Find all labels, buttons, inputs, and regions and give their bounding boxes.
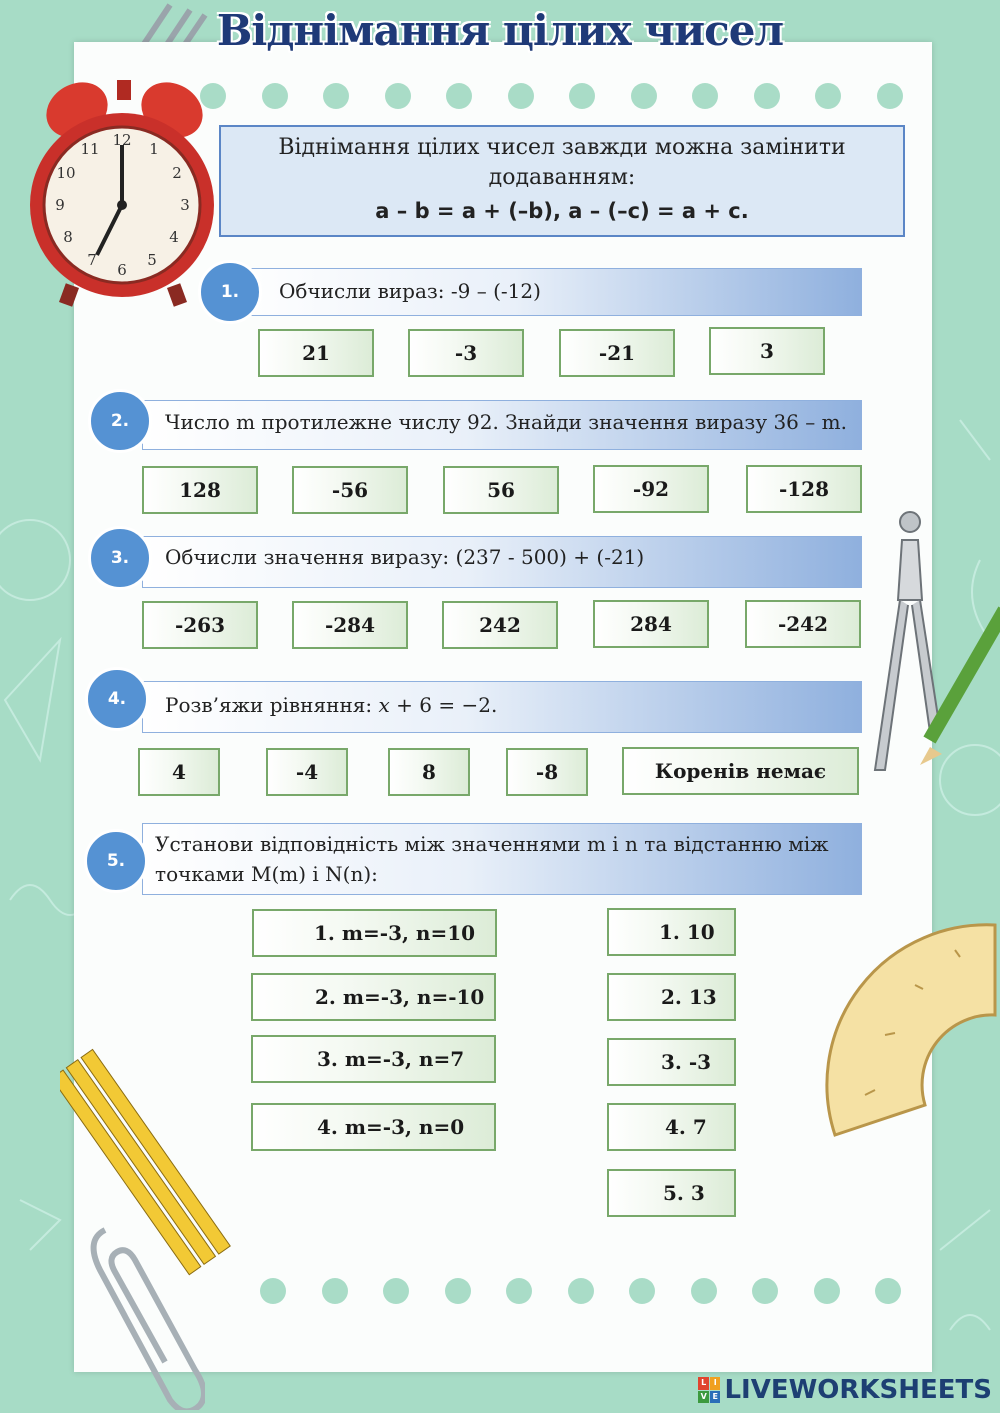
binder-hole [506,1278,532,1304]
svg-text:7: 7 [87,251,97,269]
binder-hole [445,1278,471,1304]
q5-left-item[interactable]: 2. m=-3, n=-10 [251,973,496,1021]
q3-answer-option[interactable]: 242 [442,601,558,649]
binder-hole [629,1278,655,1304]
q5-right-item[interactable]: 4. 7 [607,1103,736,1151]
q2-answer-option[interactable]: -128 [746,465,862,513]
question-2-number: 2. [88,389,152,453]
liveworksheets-logo-mark [698,1377,720,1403]
q5-left-item[interactable]: 4. m=-3, n=0 [251,1103,496,1151]
svg-text:4: 4 [169,228,179,246]
q1-answer-option[interactable]: 21 [258,329,374,377]
question-4-text: Розв’яжи рівняння: 𝑥 + 6 = −2. [165,693,498,717]
svg-text:6: 6 [117,261,127,279]
question-3-text: Обчисли значення виразу: (237 - 500) + (-21) [165,545,645,569]
q2-answer-option[interactable]: -92 [593,465,709,513]
logo-letter: V [698,1391,709,1404]
binder-hole [568,1278,594,1304]
binder-hole [631,83,657,109]
rule-text-line2: додаванням: [488,165,636,190]
q5-right-item[interactable]: 5. 3 [607,1169,736,1217]
binder-hole [752,1278,778,1304]
svg-text:12: 12 [112,131,132,149]
svg-text:9: 9 [55,196,65,214]
binder-hole [754,83,780,109]
binder-hole [323,83,349,109]
protractor-icon [795,905,1000,1145]
logo-letter: L [698,1377,709,1390]
svg-text:2: 2 [172,164,182,182]
binder-hole [877,83,903,109]
svg-text:8: 8 [63,228,73,246]
logo-letter: I [710,1377,721,1390]
binder-hole [815,83,841,109]
svg-text:11: 11 [80,140,100,158]
q4-answer-option[interactable]: 8 [388,748,470,796]
q4-answer-option[interactable]: -8 [506,748,588,796]
question-1-text: Обчисли вираз: -9 – (-12) [279,279,541,303]
rule-text-line1: Віднімання цілих чисел завжди можна замінити [278,135,846,160]
rule-formula: a – b = a + (–b), a – (–c) = a + c. [375,199,749,223]
question-3-number: 3. [88,526,152,590]
q3-answer-option[interactable]: -263 [142,601,258,649]
q5-right-item[interactable]: 3. -3 [607,1038,736,1086]
binder-hole [322,1278,348,1304]
liveworksheets-logo [698,1375,992,1405]
binder-hole [508,83,534,109]
compass-icon [860,500,1000,790]
question-5-text-line1: Установи відповідність між значеннями m і n та відстанню між [155,832,829,856]
question-4-bar [142,681,862,733]
question-5-number: 5. [84,829,148,893]
binder-hole [446,83,472,109]
alarm-clock-icon [22,70,222,310]
question-5-text-line2: точками M(m) і N(n): [155,862,378,886]
q4-answer-option[interactable]: -4 [266,748,348,796]
binder-hole [569,83,595,109]
binder-hole [875,1278,901,1304]
paperclip-bottom-icon [75,1210,205,1410]
q1-answer-option[interactable]: -3 [408,329,524,377]
question-2-text: Число m протилежне числу 92. Знайди значення виразу 36 – m. [165,410,847,434]
rule-box [219,125,905,237]
q5-right-item[interactable]: 1. 10 [607,908,736,956]
liveworksheets-brand: LIVEWORKSHEETS [724,1375,992,1405]
svg-text:3: 3 [180,196,190,214]
q4-answer-option[interactable]: Коренів немає [622,747,859,795]
logo-letter: E [710,1391,721,1404]
question-2-bar [142,400,862,450]
q2-answer-option[interactable]: 128 [142,466,258,514]
binder-hole [692,83,718,109]
q5-left-item[interactable]: 1. m=-3, n=10 [252,909,497,957]
svg-text:10: 10 [56,164,76,182]
q2-answer-option[interactable]: -56 [292,466,408,514]
q2-answer-option[interactable]: 56 [443,466,559,514]
svg-text:1: 1 [149,140,159,158]
page-title: Віднімання цілих чисел [216,6,784,55]
q3-answer-option[interactable]: -242 [745,600,861,648]
q1-answer-option[interactable]: 3 [709,327,825,375]
q4-answer-option[interactable]: 4 [138,748,220,796]
binder-hole [814,1278,840,1304]
binder-hole [385,83,411,109]
question-4-number: 4. [85,667,149,731]
q1-answer-option[interactable]: -21 [559,329,675,377]
q3-answer-option[interactable]: 284 [593,600,709,648]
binder-hole [691,1278,717,1304]
svg-text:5: 5 [147,251,157,269]
binder-hole [383,1278,409,1304]
question-5-bar [142,823,862,895]
question-3-bar [142,536,862,588]
question-1-bar [230,268,862,316]
q5-right-item[interactable]: 2. 13 [607,973,736,1021]
q5-left-item[interactable]: 3. m=-3, n=7 [251,1035,496,1083]
q3-answer-option[interactable]: -284 [292,601,408,649]
question-1-number: 1. [198,260,262,324]
binder-hole [262,83,288,109]
